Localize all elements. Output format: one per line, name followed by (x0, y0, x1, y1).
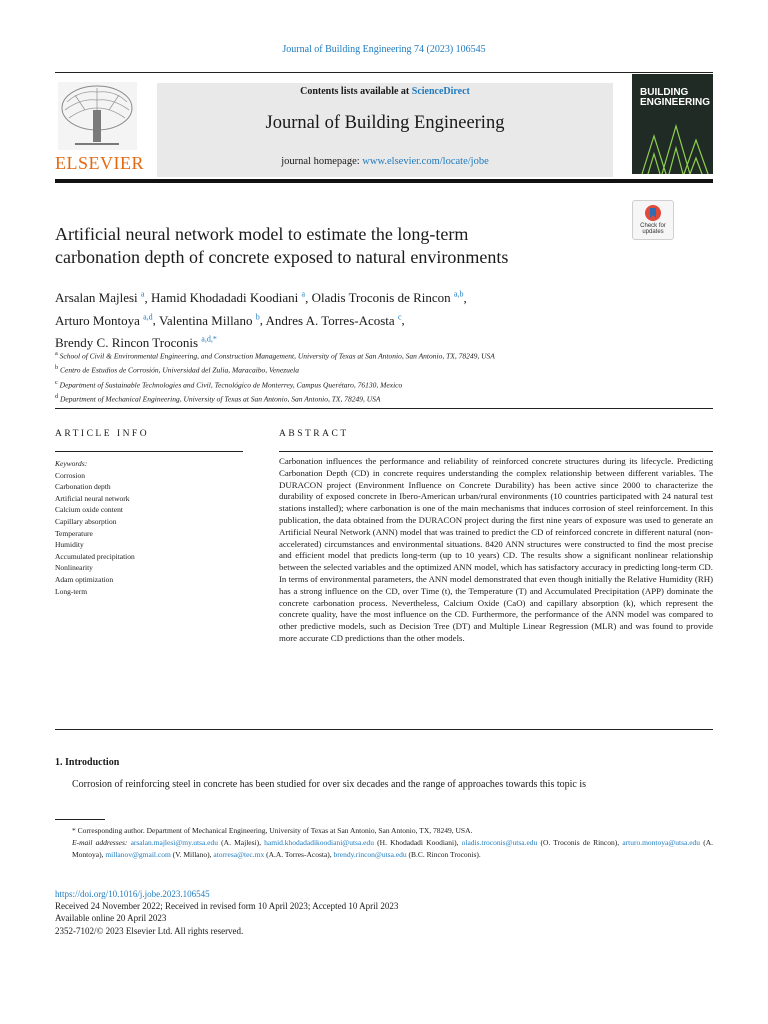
received-dates: Received 24 November 2022; Received in revised form 10 April 2023; Accepted 10 April 2023 (55, 901, 399, 912)
keyword: Accumulated precipitation (55, 551, 135, 561)
keyword: Humidity (55, 540, 84, 550)
author[interactable]: Brendy C. Rincon Troconis $^{a,d,*}$ (55, 334, 217, 350)
affiliation: $^a$ School of Civil & Environmental Engineering, and Construction Management, University of Texas at San Antonio, San Antonio, TX, 78249, USA (55, 350, 495, 361)
keyword: Corrosion (55, 470, 85, 480)
email-link[interactable]: arturo.montoya@utsa.edu (622, 838, 701, 847)
author-list: Arsalan Majlesi $^a$, Hamid Khodadadi Koodiani $^a$, Oladis Troconis de Rincon $^{a,b}$, Arturo Montoya $^{a,d}$, Valentina Millano $^b$, Andres A. Torres-Acosta $^c$, Brendy C. Rincon Troconis $^{a,d,*}$ (55, 290, 467, 350)
elsevier-logo-text: ELSEVIER (55, 153, 144, 173)
available-online-date: Available online 20 April 2023 (55, 913, 167, 924)
journal-cover-image[interactable] (632, 74, 713, 174)
corresponding-author-note: * Corresponding author. Department of Mechanical Engineering, University of Texas at San Antonio, San Antonio, TX, 78249, USA. (72, 826, 473, 835)
header-top-rule (55, 72, 713, 73)
article-info-rule (55, 451, 243, 452)
footnotes (55, 825, 713, 861)
email-link[interactable]: atorresa@tec.mx (213, 850, 265, 859)
section-heading-introduction: 1. Introduction (55, 757, 120, 768)
email-addresses: E-mail addresses: arsalan.majlesi@my.utsa.edu (A. Majlesi), hamid.khodadadikoodiani@utsa.edu (H. Khodadadi Koodiani), oladis.troconis@utsa.edu (O. Troconis de Rincon), arturo.montoya@utsa.edu (A. Montoya), millanov@gmail.com (V. Millano), atorresa@tec.mx (A.A. Torres-Acosta), brendy.rincon@utsa.edu (B.C. Rincon Troconis). (72, 838, 714, 859)
journal-homepage: journal homepage: www.elsevier.com/locate/jobe (281, 156, 489, 167)
affiliations-rule (55, 408, 713, 409)
keyword: Nonlinearity (55, 563, 93, 573)
affiliation: $^b$ Centro de Estudios de Corrosión, Universidad del Zulia, Maracaibo, Venezuela (55, 364, 300, 375)
cover-title: BUILDING ENGINEERING (640, 87, 711, 108)
journal-masthead (157, 83, 613, 177)
keyword: Artificial neural network (55, 493, 130, 503)
contents-availability: Contents lists available at ScienceDirect (300, 86, 470, 97)
affiliations (55, 348, 695, 405)
keyword: Temperature (55, 528, 93, 538)
affiliation: $^c$ Department of Sustainable Technologies and Civil, Tecnológico de Monterrey, Campus Querétaro, 76130, Mexico (55, 378, 403, 390)
email-link[interactable]: brendy.rincon@utsa.edu (333, 850, 407, 859)
bookmark-icon (644, 204, 662, 222)
keyword: Carbonation depth (55, 482, 111, 492)
abstract-bottom-rule (55, 729, 713, 730)
copyright-notice: 2352-7102/© 2023 Elsevier Ltd. All rights reserved. (55, 925, 244, 936)
author[interactable]: Andres A. Torres-Acosta $^c$ (265, 312, 402, 328)
affiliation: $^d$ Department of Mechanical Engineering, University of Texas at San Antonio, San Antonio, TX, 78249, USA (55, 392, 381, 404)
footnote-rule (55, 819, 105, 820)
author[interactable]: Valentina Millano $^b$ (158, 312, 260, 328)
keyword: Capillary absorption (55, 516, 117, 526)
abstract-rule (279, 451, 713, 452)
cover-graphic (632, 114, 713, 174)
keyword: Adam optimization (55, 574, 114, 584)
keyword: Long-term (55, 586, 88, 596)
publication-info (55, 888, 713, 937)
sciencedirect-link[interactable]: ScienceDirect (411, 86, 470, 97)
keyword: Calcium oxide content (55, 505, 123, 515)
header-bottom-rule (55, 179, 713, 183)
article-title: Artificial neural network model to estimate the long-term carbonation depth of concrete exposed to natural environments (55, 224, 509, 267)
introduction-text: Corrosion of reinforcing steel in concrete has been studied for over six decades and the range of approaches towards this topic is (72, 779, 586, 790)
email-link[interactable]: arsalan.majlesi@my.utsa.edu (130, 838, 218, 847)
journal-title: Journal of Building Engineering (265, 113, 505, 133)
author[interactable]: Hamid Khodadadi Koodiani $^a$ (150, 290, 306, 306)
keywords-label: Keywords: (55, 459, 88, 468)
article-info-heading: ARTICLE INFO (55, 429, 150, 439)
abstract-heading: ABSTRACT (279, 429, 349, 439)
keywords-list (55, 458, 245, 597)
author[interactable]: Arturo Montoya $^{a,d}$ (55, 312, 153, 328)
check-updates-label: Check for updates (640, 223, 666, 235)
author[interactable]: Oladis Troconis de Rincon $^{a,b}$ (311, 290, 464, 306)
email-link[interactable]: oladis.troconis@utsa.edu (461, 838, 538, 847)
journal-citation-link[interactable]: Journal of Building Engineering 74 (2023) 106545 (282, 44, 486, 55)
author[interactable]: Arsalan Majlesi $^a$ (55, 290, 145, 306)
doi-link[interactable]: https://doi.org/10.1016/j.jobe.2023.106545 (55, 889, 210, 899)
abstract-text: Carbonation influences the performance and reliability of reinforced concrete structures during its lifecycle. Predicting Carbonation Depth (CD) in concrete requires understanding the complex relationship between different variables. The DURACON project (Environment Influence on Concrete Durability) has been active since 2000 to characterize the durability of exposed concrete in Ibero-American urban/rural environments (10 countries participated with 24 natural test stations installed); where carbonation is one of the main mechanisms that induces corrosion of steel reinforcement. In this publication, the data obtained from the DURACON project during the first nine years of exposure was used to generate an Artificial Neural Network (ANN) model that was trained to predict the CD of reinforced concrete in different natural (non-accelerated) circumstances and environmental situations. 8420 ANN structures were constructed to find the most precise and efficient model that predicts long-term (up to 10 years) CD. The results show a significant nonlinear relationship between the selected variables and the optimized ANN model, which has satisfactory accuracy in predicting long-term CD. In terms of environmental parameters, the ANN model demonstrated that even though initially the Relative Humidity (RH) has a strong influence on the CD, over Time (t), the Temperature (T) and Accumulated Precipitation (APP) dominate the concrete carbonation process. Nevertheless, Calcium Oxide (CaO) and capillary absorption (k), which represent the concrete quality, have the most influence on the CD. Furthermore, the performance of the ANN model was compared to other predictive models, such as Decision Tree (DT) and Multiple Linear Regression (MLR) and was found to provide more accurate CD predictions than the other models. (279, 456, 713, 643)
email-link[interactable]: hamid.khodadadikoodiani@utsa.edu (264, 838, 374, 847)
email-link[interactable]: millanov@gmail.com (105, 850, 171, 859)
check-for-updates-button[interactable] (632, 200, 674, 240)
journal-homepage-link[interactable]: www.elsevier.com/locate/jobe (362, 156, 489, 167)
